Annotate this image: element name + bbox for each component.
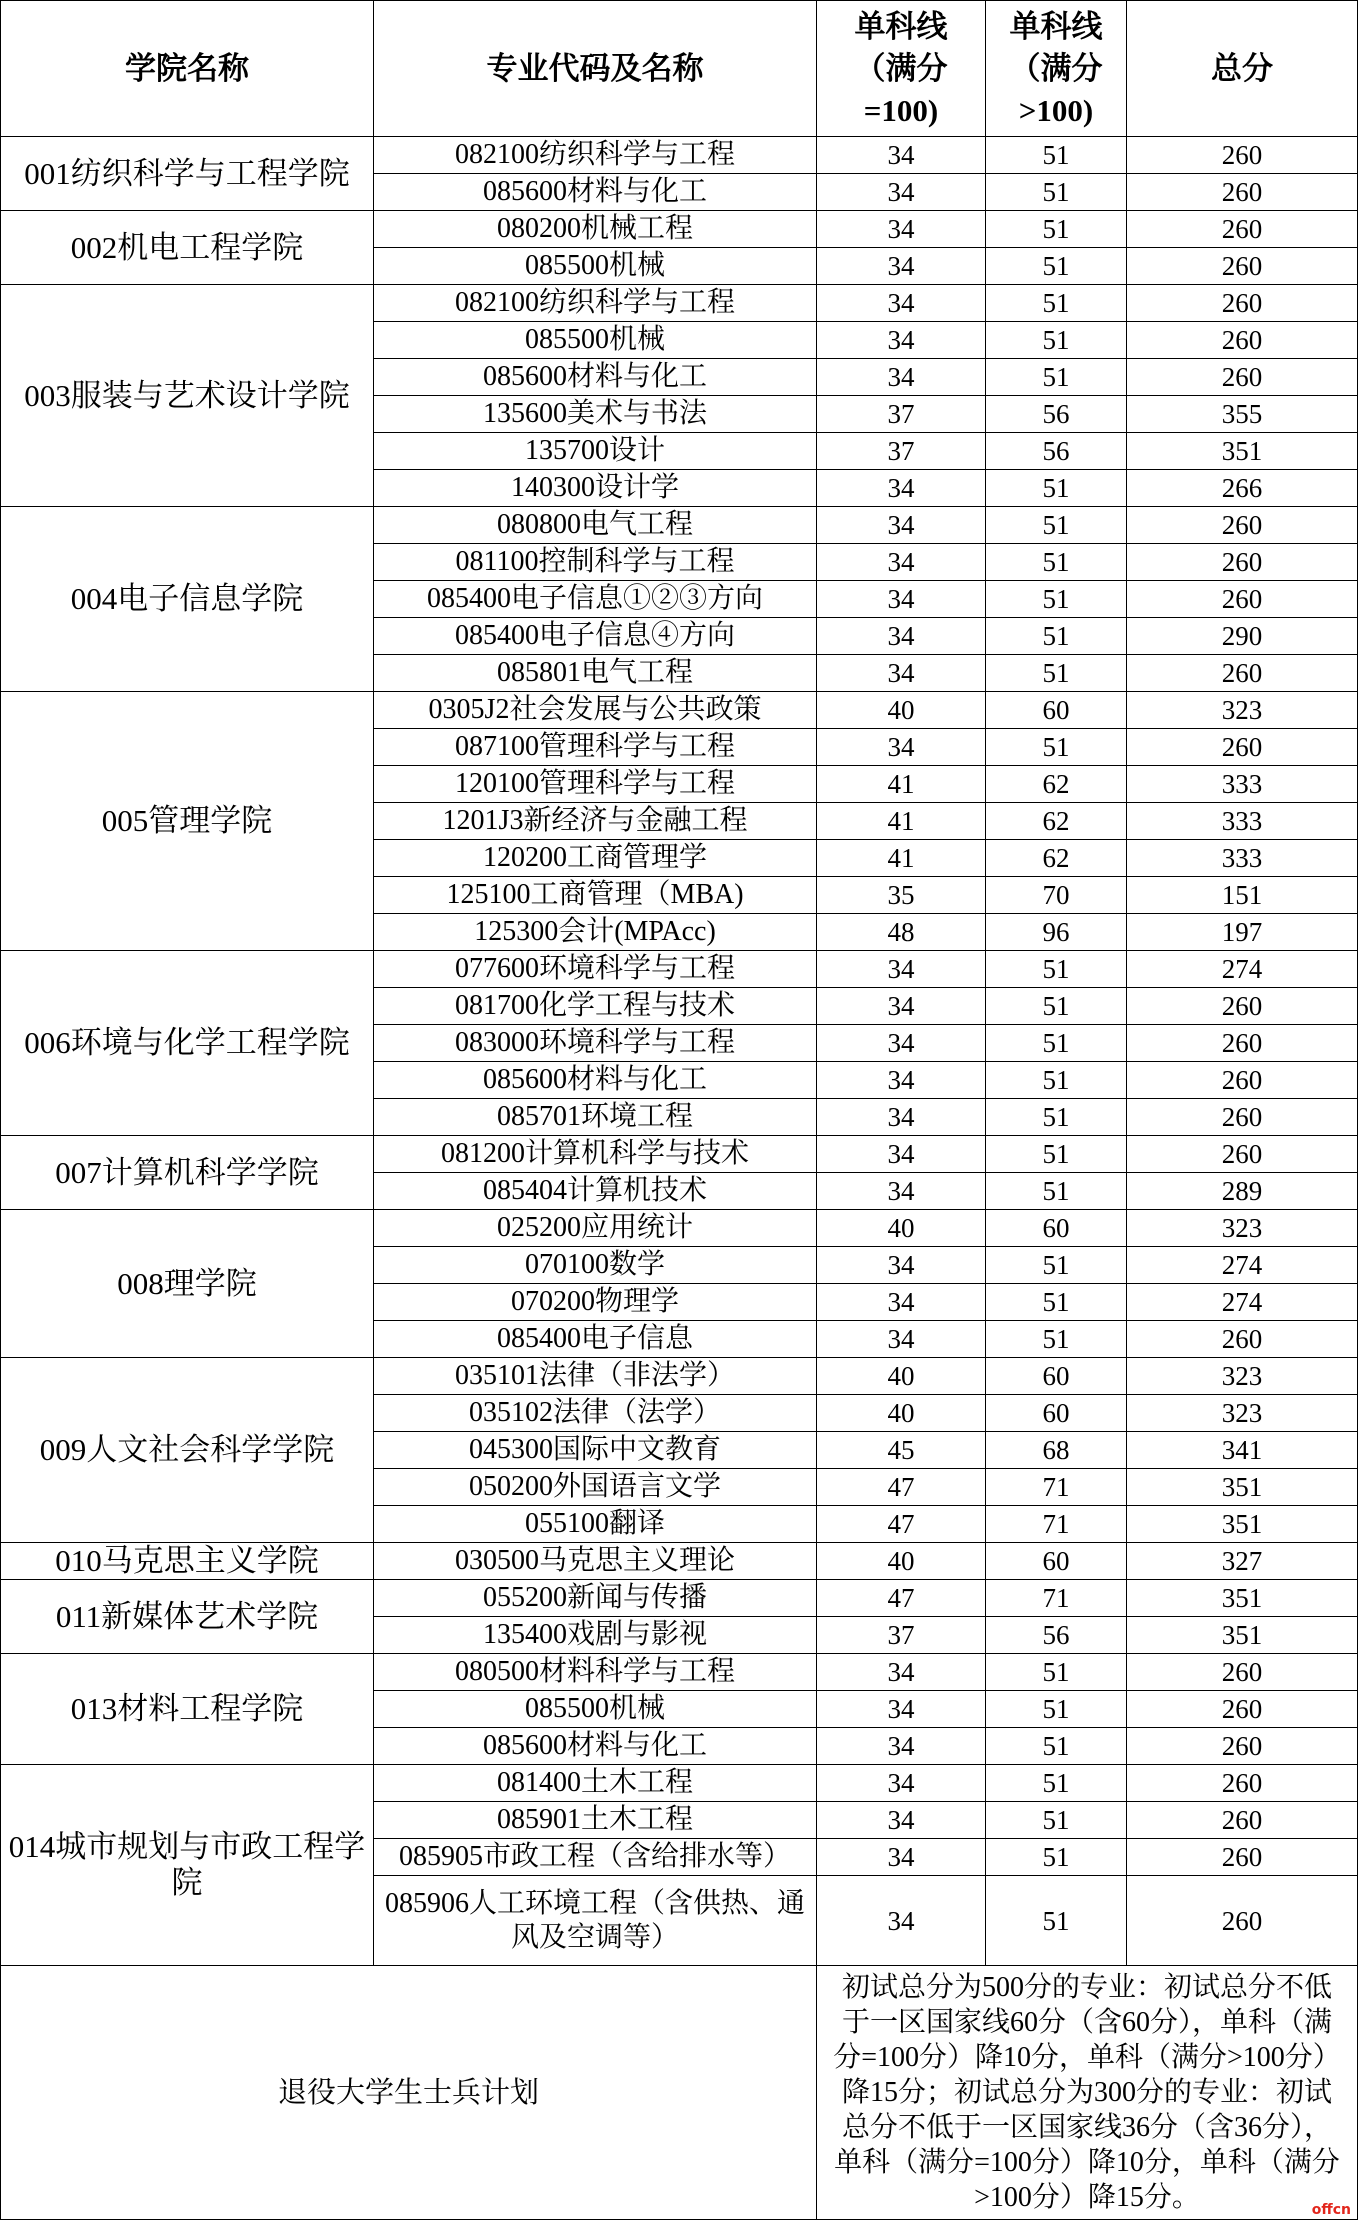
- total-score-cell: 333: [1127, 766, 1358, 803]
- single-score-over-100-cell: 60: [986, 1358, 1127, 1395]
- college-name-cell: 010马克思主义学院: [1, 1543, 374, 1580]
- single-score-100-cell: 34: [817, 322, 986, 359]
- score-rows: [1, 137, 1358, 1966]
- veteran-plan-label: 退役大学生士兵计划: [1, 1966, 817, 2220]
- single-score-over-100-cell: 60: [986, 1210, 1127, 1247]
- major-cell: 125300会计(MPAcc): [374, 914, 817, 951]
- single-score-100-cell: 34: [817, 174, 986, 211]
- major-cell: 085901土木工程: [374, 1802, 817, 1839]
- single-score-100-cell: 34: [817, 248, 986, 285]
- major-cell: 085905市政工程（含给排水等）: [374, 1839, 817, 1876]
- single-score-100-cell: 37: [817, 1617, 986, 1654]
- major-cell: 081400土木工程: [374, 1765, 817, 1802]
- total-score-cell: 355: [1127, 396, 1358, 433]
- single-score-100-cell: 34: [817, 1691, 986, 1728]
- major-cell: 035102法律（法学）: [374, 1395, 817, 1432]
- total-score-cell: 260: [1127, 285, 1358, 322]
- single-score-over-100-cell: 51: [986, 1173, 1127, 1210]
- single-score-100-cell: 37: [817, 433, 986, 470]
- single-score-100-cell: 47: [817, 1506, 986, 1543]
- single-score-over-100-cell: 51: [986, 1062, 1127, 1099]
- single-score-100-cell: 34: [817, 1802, 986, 1839]
- note-line: >100分）降15分。: [974, 2182, 1200, 2213]
- header-single-score-100: [817, 1, 986, 137]
- single-score-over-100-cell: 51: [986, 1099, 1127, 1136]
- college-name-cell: 002机电工程学院: [1, 211, 374, 285]
- table-row: [1, 507, 1358, 544]
- total-score-cell: 274: [1127, 951, 1358, 988]
- single-score-100-cell: 34: [817, 1321, 986, 1358]
- major-cell: 085600材料与化工: [374, 174, 817, 211]
- header-college-name: 学院名称: [1, 1, 374, 137]
- major-cell: 135600美术与书法: [374, 396, 817, 433]
- single-score-100-cell: 40: [817, 692, 986, 729]
- single-score-100-cell: 41: [817, 803, 986, 840]
- single-score-over-100-cell: 68: [986, 1432, 1127, 1469]
- single-score-100-cell: 34: [817, 1839, 986, 1876]
- total-score-cell: 351: [1127, 1469, 1358, 1506]
- single-score-100-cell: 34: [817, 655, 986, 692]
- header-line: 单科线: [1009, 8, 1103, 44]
- header-single-score-over-100: [986, 1, 1127, 137]
- table-row: [1, 692, 1358, 729]
- single-score-100-cell: 34: [817, 1025, 986, 1062]
- single-score-over-100-cell: 51: [986, 1765, 1127, 1802]
- college-name-cell: 005管理学院: [1, 692, 374, 951]
- total-score-cell: 341: [1127, 1432, 1358, 1469]
- single-score-100-cell: 47: [817, 1580, 986, 1617]
- single-score-100-cell: 34: [817, 137, 986, 174]
- single-score-over-100-cell: 51: [986, 1728, 1127, 1765]
- major-cell: 070100数学: [374, 1247, 817, 1284]
- total-score-cell: 323: [1127, 1395, 1358, 1432]
- major-cell: 050200外国语言文学: [374, 1469, 817, 1506]
- total-score-cell: 197: [1127, 914, 1358, 951]
- major-cell: 082100纺织科学与工程: [374, 285, 817, 322]
- single-score-over-100-cell: 51: [986, 285, 1127, 322]
- total-score-cell: 323: [1127, 1210, 1358, 1247]
- major-cell: 045300国际中文教育: [374, 1432, 817, 1469]
- major-cell: 080200机械工程: [374, 211, 817, 248]
- total-score-cell: 266: [1127, 470, 1358, 507]
- major-cell: 085400电子信息: [374, 1321, 817, 1358]
- single-score-over-100-cell: 51: [986, 174, 1127, 211]
- single-score-100-cell: 34: [817, 1247, 986, 1284]
- single-score-over-100-cell: 60: [986, 1395, 1127, 1432]
- single-score-100-cell: 34: [817, 1062, 986, 1099]
- single-score-over-100-cell: 51: [986, 470, 1127, 507]
- major-cell: 135700设计: [374, 433, 817, 470]
- single-score-over-100-cell: 62: [986, 840, 1127, 877]
- total-score-cell: 260: [1127, 1654, 1358, 1691]
- single-score-over-100-cell: 51: [986, 507, 1127, 544]
- note-line: 于一区国家线60分（含60分），单科（满: [841, 2007, 1332, 2038]
- total-score-cell: 260: [1127, 544, 1358, 581]
- single-score-over-100-cell: 62: [986, 766, 1127, 803]
- college-name-cell: 004电子信息学院: [1, 507, 374, 692]
- total-score-cell: 333: [1127, 840, 1358, 877]
- total-score-cell: 323: [1127, 692, 1358, 729]
- total-score-cell: 260: [1127, 137, 1358, 174]
- total-score-cell: 260: [1127, 507, 1358, 544]
- single-score-over-100-cell: 51: [986, 951, 1127, 988]
- single-score-100-cell: 37: [817, 396, 986, 433]
- major-cell: 081200计算机科学与技术: [374, 1136, 817, 1173]
- single-score-over-100-cell: 71: [986, 1469, 1127, 1506]
- college-name-cell: 014城市规划与市政工程学院: [1, 1765, 374, 1966]
- major-cell: 085701环境工程: [374, 1099, 817, 1136]
- single-score-100-cell: 34: [817, 581, 986, 618]
- total-score-cell: 290: [1127, 618, 1358, 655]
- single-score-100-cell: 34: [817, 951, 986, 988]
- total-score-cell: 260: [1127, 1839, 1358, 1876]
- total-score-cell: 260: [1127, 1025, 1358, 1062]
- single-score-over-100-cell: 51: [986, 248, 1127, 285]
- major-cell: 120100管理科学与工程: [374, 766, 817, 803]
- single-score-over-100-cell: 51: [986, 1321, 1127, 1358]
- total-score-cell: 260: [1127, 1099, 1358, 1136]
- major-cell: 055100翻译: [374, 1506, 817, 1543]
- total-score-cell: 260: [1127, 322, 1358, 359]
- single-score-over-100-cell: 51: [986, 1136, 1127, 1173]
- total-score-cell: 260: [1127, 248, 1358, 285]
- total-score-cell: 151: [1127, 877, 1358, 914]
- college-name-cell: 001纺织科学与工程学院: [1, 137, 374, 211]
- single-score-100-cell: 41: [817, 840, 986, 877]
- header-line: 单科线: [854, 8, 948, 44]
- major-cell: 085500机械: [374, 1691, 817, 1728]
- single-score-over-100-cell: 51: [986, 988, 1127, 1025]
- single-score-100-cell: 34: [817, 988, 986, 1025]
- single-score-100-cell: 34: [817, 1099, 986, 1136]
- single-score-100-cell: 35: [817, 877, 986, 914]
- header-line: （满分: [1009, 50, 1103, 86]
- single-score-over-100-cell: 51: [986, 1839, 1127, 1876]
- single-score-100-cell: 34: [817, 359, 986, 396]
- college-name-cell: 003服装与艺术设计学院: [1, 285, 374, 507]
- major-cell: 085500机械: [374, 248, 817, 285]
- single-score-100-cell: 34: [817, 1173, 986, 1210]
- header-line: >100): [1018, 92, 1094, 128]
- total-score-cell: 260: [1127, 1136, 1358, 1173]
- major-cell: 025200应用统计: [374, 1210, 817, 1247]
- table-row: [1, 137, 1358, 174]
- major-cell: 085600材料与化工: [374, 1062, 817, 1099]
- total-score-cell: 260: [1127, 655, 1358, 692]
- single-score-over-100-cell: 51: [986, 544, 1127, 581]
- single-score-100-cell: 34: [817, 618, 986, 655]
- single-score-over-100-cell: 51: [986, 1284, 1127, 1321]
- veteran-plan-note: [817, 1966, 1358, 2220]
- major-cell: 083000环境科学与工程: [374, 1025, 817, 1062]
- table-row: [1, 1543, 1358, 1580]
- major-cell: 080500材料科学与工程: [374, 1654, 817, 1691]
- major-cell: 085400电子信息④方向: [374, 618, 817, 655]
- college-name-cell: 013材料工程学院: [1, 1654, 374, 1765]
- header-major: 专业代码及名称: [374, 1, 817, 137]
- single-score-100-cell: 34: [817, 285, 986, 322]
- single-score-over-100-cell: 51: [986, 1247, 1127, 1284]
- single-score-100-cell: 34: [817, 1728, 986, 1765]
- major-cell: 081100控制科学与工程: [374, 544, 817, 581]
- single-score-over-100-cell: 51: [986, 581, 1127, 618]
- total-score-cell: 260: [1127, 1691, 1358, 1728]
- header-line: =100): [863, 92, 939, 128]
- major-cell: 085906人工环境工程（含供热、通风及空调等）: [374, 1876, 817, 1966]
- college-name-cell: 007计算机科学学院: [1, 1136, 374, 1210]
- total-score-cell: 327: [1127, 1543, 1358, 1580]
- single-score-100-cell: 34: [817, 470, 986, 507]
- total-score-cell: 260: [1127, 1765, 1358, 1802]
- major-cell: 055200新闻与传播: [374, 1580, 817, 1617]
- major-cell: 085500机械: [374, 322, 817, 359]
- total-score-cell: 351: [1127, 433, 1358, 470]
- single-score-over-100-cell: 51: [986, 1876, 1127, 1966]
- single-score-over-100-cell: 51: [986, 1802, 1127, 1839]
- single-score-over-100-cell: 70: [986, 877, 1127, 914]
- single-score-100-cell: 40: [817, 1210, 986, 1247]
- total-score-cell: 260: [1127, 1876, 1358, 1966]
- table-row: [1, 1210, 1358, 1247]
- major-cell: 082100纺织科学与工程: [374, 137, 817, 174]
- college-name-cell: 011新媒体艺术学院: [1, 1580, 374, 1654]
- major-cell: 081700化学工程与技术: [374, 988, 817, 1025]
- major-cell: 087100管理科学与工程: [374, 729, 817, 766]
- major-cell: 085404计算机技术: [374, 1173, 817, 1210]
- total-score-cell: 351: [1127, 1617, 1358, 1654]
- total-score-cell: 274: [1127, 1284, 1358, 1321]
- single-score-100-cell: 40: [817, 1358, 986, 1395]
- single-score-over-100-cell: 51: [986, 322, 1127, 359]
- major-cell: 085801电气工程: [374, 655, 817, 692]
- major-cell: 140300设计学: [374, 470, 817, 507]
- single-score-over-100-cell: 56: [986, 1617, 1127, 1654]
- single-score-over-100-cell: 51: [986, 1025, 1127, 1062]
- total-score-cell: 260: [1127, 1321, 1358, 1358]
- major-cell: 085600材料与化工: [374, 1728, 817, 1765]
- total-score-cell: 260: [1127, 174, 1358, 211]
- header-total-score: 总分: [1127, 1, 1358, 137]
- major-cell: 085600材料与化工: [374, 359, 817, 396]
- college-name-cell: 006环境与化学工程学院: [1, 951, 374, 1136]
- single-score-over-100-cell: 60: [986, 1543, 1127, 1580]
- single-score-over-100-cell: 62: [986, 803, 1127, 840]
- note-line: 总分不低于一区国家线36分（含36分），: [841, 2112, 1332, 2143]
- total-score-cell: 260: [1127, 1062, 1358, 1099]
- header-line: （满分: [854, 50, 948, 86]
- table-row: [1, 1765, 1358, 1802]
- single-score-over-100-cell: 56: [986, 396, 1127, 433]
- single-score-100-cell: 34: [817, 211, 986, 248]
- single-score-100-cell: 34: [817, 1876, 986, 1966]
- single-score-100-cell: 34: [817, 544, 986, 581]
- total-score-cell: 260: [1127, 581, 1358, 618]
- total-score-cell: 333: [1127, 803, 1358, 840]
- note-line: 降15分；初试总分为300分的专业：初试: [841, 2077, 1332, 2108]
- table-header-row: [1, 1, 1358, 137]
- major-cell: 077600环境科学与工程: [374, 951, 817, 988]
- table-row: [1, 1654, 1358, 1691]
- table-row: [1, 1358, 1358, 1395]
- total-score-cell: 260: [1127, 988, 1358, 1025]
- major-cell: 125100工商管理（MBA): [374, 877, 817, 914]
- single-score-over-100-cell: 51: [986, 359, 1127, 396]
- total-score-cell: 274: [1127, 1247, 1358, 1284]
- table-row: [1, 285, 1358, 322]
- single-score-over-100-cell: 71: [986, 1580, 1127, 1617]
- total-score-cell: 351: [1127, 1506, 1358, 1543]
- single-score-over-100-cell: 51: [986, 655, 1127, 692]
- single-score-over-100-cell: 71: [986, 1506, 1127, 1543]
- total-score-cell: 260: [1127, 1802, 1358, 1839]
- single-score-100-cell: 45: [817, 1432, 986, 1469]
- single-score-over-100-cell: 51: [986, 1691, 1127, 1728]
- major-cell: 070200物理学: [374, 1284, 817, 1321]
- veteran-plan-section: [1, 1966, 1358, 2220]
- total-score-cell: 289: [1127, 1173, 1358, 1210]
- total-score-cell: 351: [1127, 1580, 1358, 1617]
- single-score-over-100-cell: 56: [986, 433, 1127, 470]
- major-cell: 035101法律（非法学）: [374, 1358, 817, 1395]
- total-score-cell: 323: [1127, 1358, 1358, 1395]
- single-score-over-100-cell: 51: [986, 1654, 1127, 1691]
- single-score-100-cell: 48: [817, 914, 986, 951]
- total-score-cell: 260: [1127, 729, 1358, 766]
- single-score-100-cell: 34: [817, 507, 986, 544]
- note-line: 分=100分）降10分，单科（满分>100分）: [833, 2042, 1341, 2073]
- single-score-over-100-cell: 60: [986, 692, 1127, 729]
- single-score-100-cell: 40: [817, 1395, 986, 1432]
- major-cell: 085400电子信息①②③方向: [374, 581, 817, 618]
- offcn-watermark: offcn: [1311, 2202, 1351, 2218]
- table-row: [1, 211, 1358, 248]
- major-cell: 080800电气工程: [374, 507, 817, 544]
- major-cell: 135400戏剧与影视: [374, 1617, 817, 1654]
- single-score-over-100-cell: 51: [986, 211, 1127, 248]
- single-score-100-cell: 34: [817, 1136, 986, 1173]
- major-cell: 030500马克思主义理论: [374, 1543, 817, 1580]
- total-score-cell: 260: [1127, 1728, 1358, 1765]
- single-score-100-cell: 41: [817, 766, 986, 803]
- single-score-100-cell: 34: [817, 1284, 986, 1321]
- table-row: [1, 1136, 1358, 1173]
- major-cell: 1201J3新经济与金融工程: [374, 803, 817, 840]
- single-score-over-100-cell: 51: [986, 729, 1127, 766]
- total-score-cell: 260: [1127, 211, 1358, 248]
- total-score-cell: 260: [1127, 359, 1358, 396]
- college-name-cell: 009人文社会科学学院: [1, 1358, 374, 1543]
- single-score-100-cell: 34: [817, 1765, 986, 1802]
- single-score-100-cell: 40: [817, 1543, 986, 1580]
- single-score-100-cell: 34: [817, 729, 986, 766]
- table-row: [1, 1580, 1358, 1617]
- note-line: 单科（满分=100分）降10分，单科（满分: [834, 2147, 1340, 2178]
- single-score-over-100-cell: 96: [986, 914, 1127, 951]
- single-score-over-100-cell: 51: [986, 137, 1127, 174]
- college-name-cell: 008理学院: [1, 1210, 374, 1358]
- single-score-100-cell: 47: [817, 1469, 986, 1506]
- major-cell: 0305J2社会发展与公共政策: [374, 692, 817, 729]
- veteran-plan-row: [1, 1966, 1358, 2220]
- note-line: 初试总分为500分的专业：初试总分不低: [841, 1972, 1332, 2003]
- major-cell: 120200工商管理学: [374, 840, 817, 877]
- single-score-over-100-cell: 51: [986, 618, 1127, 655]
- table-row: [1, 951, 1358, 988]
- single-score-100-cell: 34: [817, 1654, 986, 1691]
